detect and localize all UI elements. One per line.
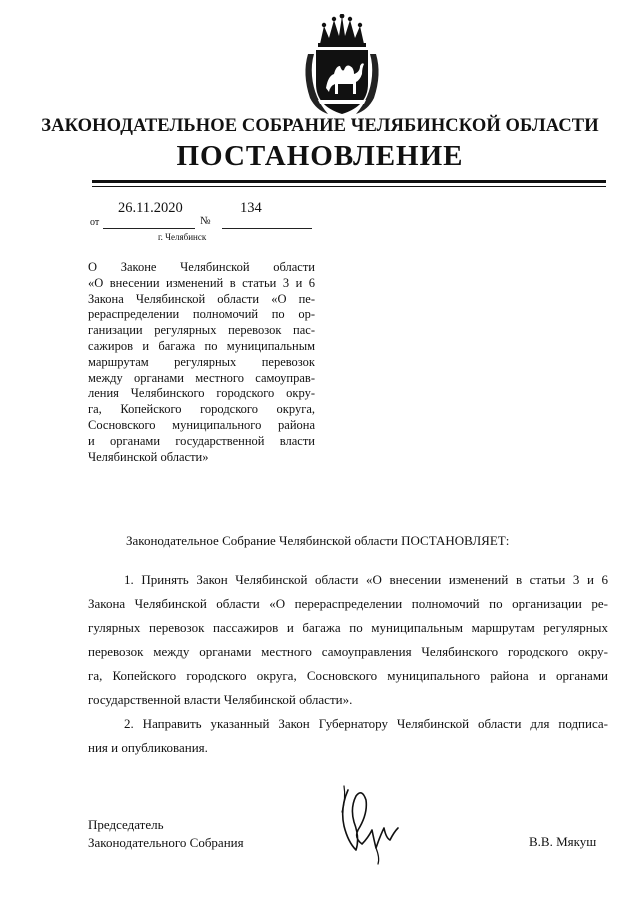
signer-title-line: Законодательного Собрания bbox=[88, 835, 244, 850]
header-rule-thin bbox=[92, 186, 606, 187]
signer-title-line: Председатель bbox=[88, 817, 164, 832]
paragraph-1 bbox=[88, 568, 608, 712]
signer-title bbox=[88, 816, 244, 852]
number-underline bbox=[222, 228, 312, 229]
signer-name: В.В. Мякуш bbox=[529, 834, 597, 849]
paragraph-2 bbox=[88, 712, 608, 760]
paragraph-line: ния и опубликования. bbox=[88, 740, 208, 755]
handwritten-signature bbox=[318, 778, 408, 868]
paragraph-line: государственной власти Челябинской области». bbox=[88, 692, 353, 707]
subject-line: и органами государственной власти bbox=[88, 433, 315, 448]
paragraph-line: 2. Направить указанный Закон Губернатору Челябинской области для подписа- bbox=[124, 716, 608, 731]
paragraph-line: Закона Челябинской области «О перераспределении полномочий по организации ре- bbox=[88, 596, 608, 611]
subject-line: Челябинской области» bbox=[88, 449, 209, 464]
number-label: № bbox=[200, 215, 211, 227]
paragraph-line: 1. Принять Закон Челябинской области «О внесении изменений в статьи 3 и 6 bbox=[124, 572, 608, 587]
subject-line: О Законе Челябинской области bbox=[88, 260, 315, 274]
subject-line: Закона Челябинской области «О пе- bbox=[88, 291, 315, 306]
date-label: от bbox=[90, 217, 100, 228]
subject-line: маршрутам регулярных перевозок bbox=[88, 354, 315, 369]
date-underline bbox=[103, 228, 195, 229]
subject-line: га, Копейского городского округа, bbox=[88, 402, 315, 417]
document-date: 26.11.2020 bbox=[118, 200, 183, 216]
organization-name: ЗАКОНОДАТЕЛЬНОЕ СОБРАНИЕ ЧЕЛЯБИНСКОЙ ОБЛАСТИ bbox=[41, 116, 599, 136]
resolves-statement: Законодательное Собрание Челябинской области ПОСТАНОВЛЯЕТ: bbox=[126, 533, 510, 548]
subject-line: между органами местного самоуправ- bbox=[88, 370, 315, 385]
paragraph-line: гулярных перевозок пассажиров и багажа по муниципальным маршрутам регулярных bbox=[88, 620, 608, 635]
paragraph-line: га, Копейского городского округа, Сосновского муниципального района и органами bbox=[88, 668, 608, 683]
coat-of-arms-emblem bbox=[298, 14, 386, 118]
subject-line: рераспределении полномочий по ор- bbox=[88, 307, 315, 322]
subject-line: сажиров и багажа по муниципальным bbox=[88, 338, 315, 353]
paragraph-line: перевозок между органами местного самоуправления Челябинского городского окру- bbox=[88, 644, 608, 659]
city-label: г. Челябинск bbox=[158, 232, 207, 242]
subject-line: Сосновского муниципального района bbox=[88, 417, 315, 432]
resolution-subject bbox=[88, 260, 315, 465]
header-rule-thick bbox=[92, 180, 606, 183]
document-type-title: ПОСТАНОВЛЕНИЕ bbox=[176, 140, 464, 172]
document-number: 134 bbox=[240, 200, 262, 216]
subject-line: ления Челябинского городского окру- bbox=[88, 386, 315, 401]
subject-line: «О внесении изменений в статьи 3 и 6 bbox=[88, 275, 315, 290]
subject-line: ганизации регулярных перевозок пас- bbox=[88, 323, 315, 338]
